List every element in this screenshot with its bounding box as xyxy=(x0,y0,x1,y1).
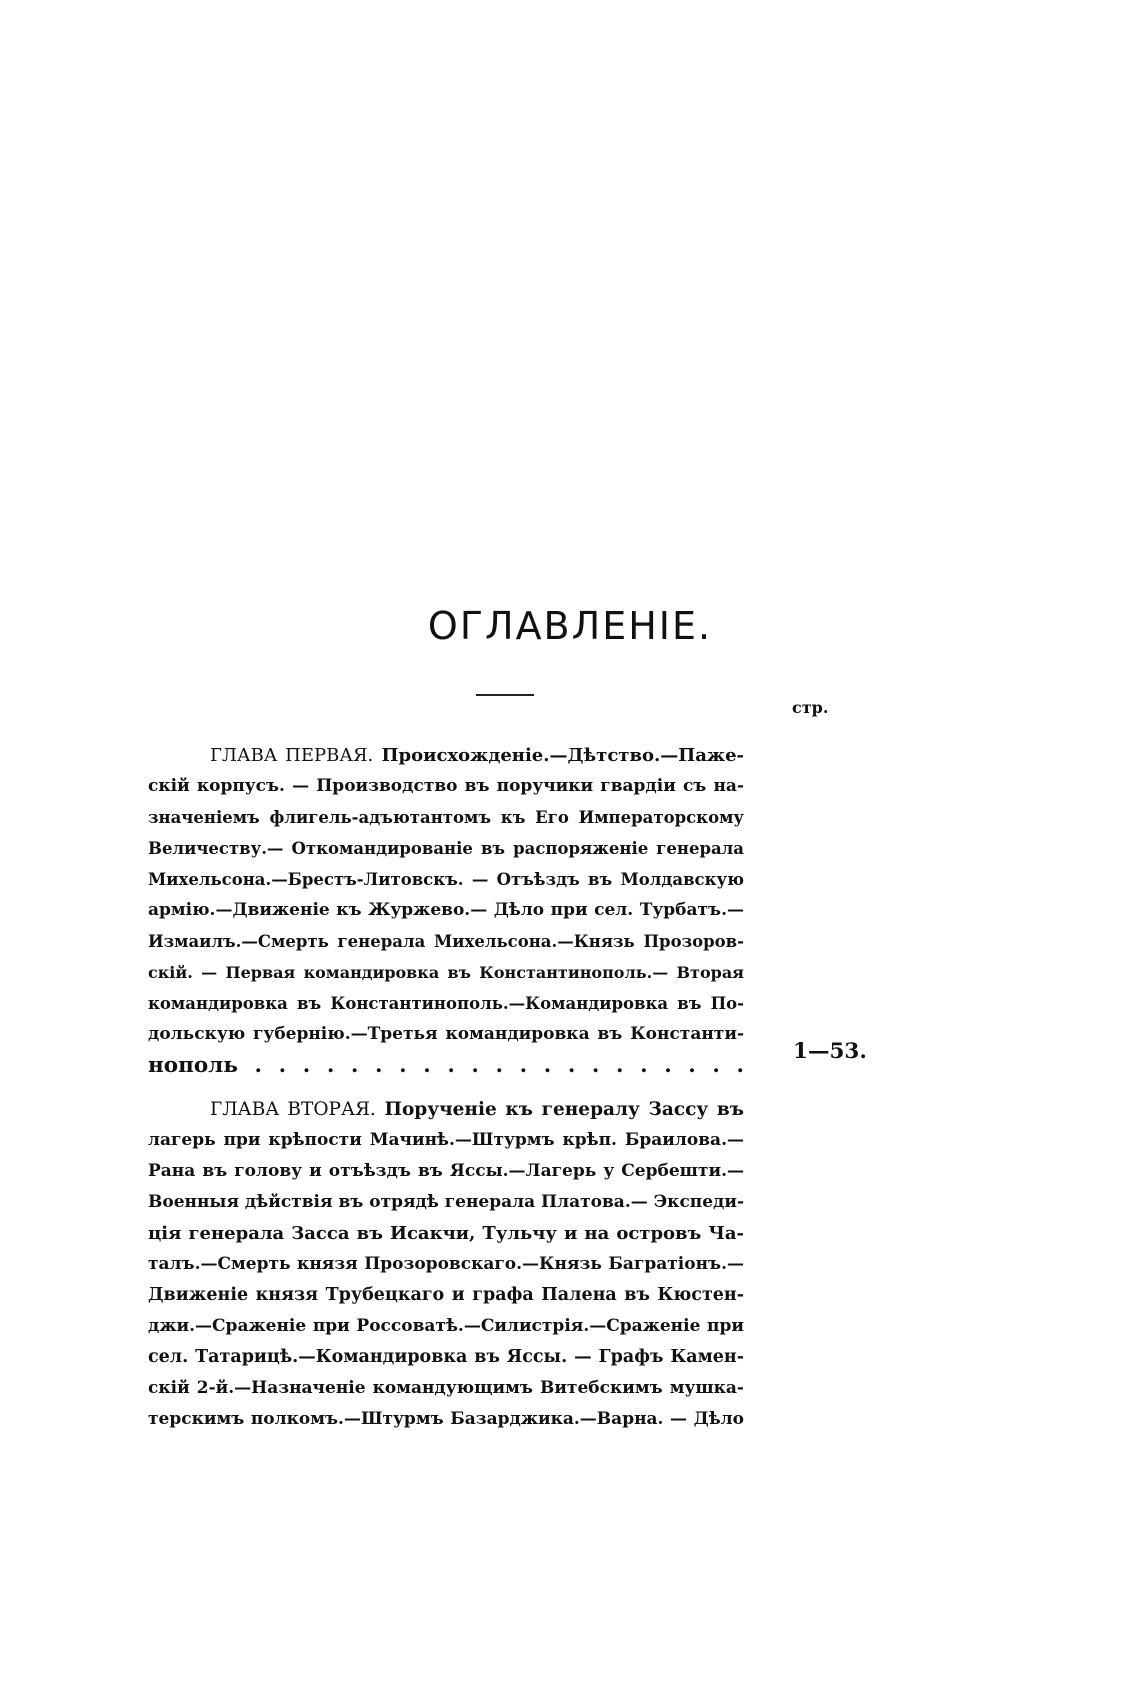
page-column-header: стр. xyxy=(792,698,829,717)
chapter-1-line-5: Михельсона.—Брестъ-Литовскъ. — Отъѣздъ въ Молдавскую xyxy=(148,870,744,889)
chapter-entry-1 xyxy=(148,740,744,1081)
chapter-1-heading: ГЛАВА ПЕРВАЯ. xyxy=(210,745,374,766)
dot-leader: . . . . . . . . . . . . . . . . . . . . . xyxy=(254,1053,744,1078)
chapter-1-pages: 1—53. xyxy=(793,1039,867,1064)
chapter-2-line-6: талъ.—Смерть князя Прозоровскаго.—Князь Багратіонъ.— xyxy=(148,1254,744,1274)
chapter-1-line-8: скій. — Первая командировка въ Константинополь.— Вторая xyxy=(148,963,744,982)
chapter-1-line-2: скій корпусъ. — Производство въ поручики гвардіи съ на- xyxy=(148,776,744,796)
chapter-2-line-5: ція генерала Засса въ Исакчи, Тульчу и на островъ Ча- xyxy=(148,1223,744,1244)
chapter-2-line-2: лагерь при крѣпости Мачинѣ.—Штурмъ крѣп. Браилова.— xyxy=(148,1130,744,1150)
chapter-1-line-7: Измаилъ.—Смерть генерала Михельсона.—Князь Прозоров- xyxy=(148,932,744,951)
chapter-2-line-9: сел. Татарицѣ.—Командировка въ Яссы. — Графъ Камен- xyxy=(148,1347,744,1367)
chapter-1-line-6: армію.—Движеніе къ Журжево.— Дѣло при сел. Турбатъ.— xyxy=(148,900,744,920)
chapter-2-heading: ГЛАВА ВТОРАЯ. xyxy=(210,1099,376,1120)
chapter-2-line-10: скій 2-й.—Назначеніе командующимъ Витебскимъ мушка- xyxy=(148,1378,744,1398)
chapter-1-line-11: нополь . . . . . . . . . . . . . . . . . . . . . xyxy=(148,1053,744,1078)
chapter-2-line-3: Рана въ голову и отъѣздъ въ Яссы.—Лагерь у Сербешти.— xyxy=(148,1161,744,1181)
chapter-1-line-9: командировка въ Константинополь.—Командировка въ По- xyxy=(148,994,744,1013)
chapter-2-line-1: ГЛАВА ВТОРАЯ. Порученіе къ генералу Зассу въ xyxy=(210,1099,744,1120)
chapter-2-line-4: Военныя дѣйствія въ отрядѣ генерала Платова.— Экспеди- xyxy=(148,1192,745,1212)
title-divider xyxy=(476,694,534,696)
chapter-1-line-1: ГЛАВА ПЕРВАЯ. Происхожденіе.—Дѣтство.—Паже- xyxy=(210,745,744,766)
chapter-2-line-8: джи.—Сраженіе при Россоватѣ.—Силистрія.—Сраженіе при xyxy=(148,1316,744,1336)
chapter-2-line-11: терскимъ полкомъ.—Штурмъ Базарджика.—Варна. — Дѣло xyxy=(148,1409,744,1429)
chapter-1-line-10: дольскую губернію.—Третья командировка въ Константи- xyxy=(148,1024,744,1044)
page-title: ОГЛАВЛЕНІЕ. xyxy=(427,604,713,648)
chapter-1-line-4: Величеству.— Откомандированіе въ распоряженіе генерала xyxy=(148,839,744,858)
chapter-2-line-7: Движеніе князя Трубецкаго и графа Палена въ Кюстен- xyxy=(148,1285,744,1305)
chapter-entry-2 xyxy=(148,1094,744,1435)
chapter-1-line-3: значеніемъ флигель-адъютантомъ къ Его Императорскому xyxy=(148,808,744,827)
